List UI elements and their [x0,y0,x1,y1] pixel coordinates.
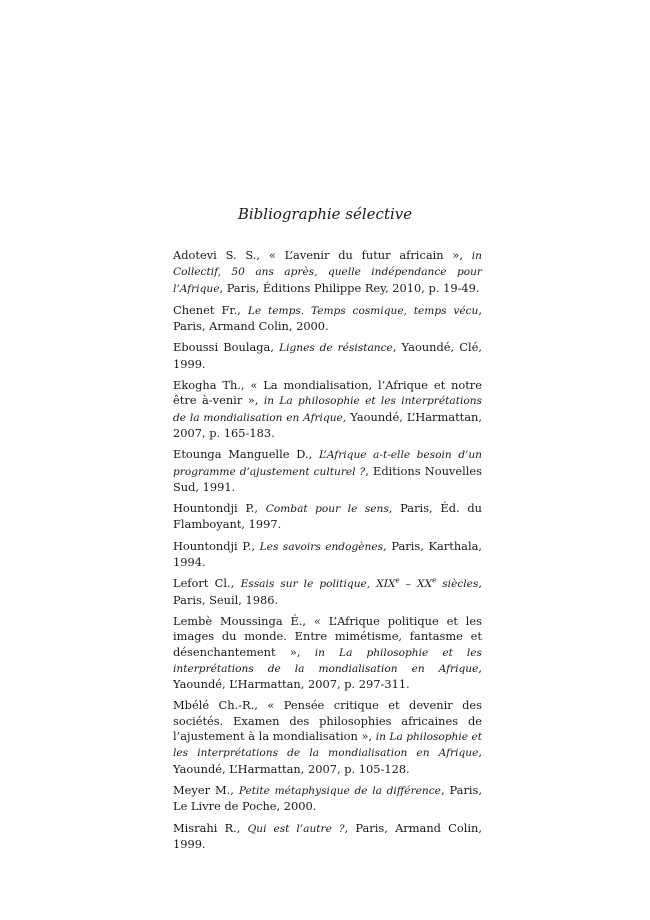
superscript: e [395,576,400,585]
entry-publication: , Editions Nouvelles Sud, 1991. [173,463,482,494]
entry-title: Les savoirs endogènes [259,540,384,553]
entry-author: Eboussi Boulaga, [173,340,280,355]
bibliography-entry [173,501,482,533]
entry-title: Qui est l’autre ? [247,822,345,835]
entry-title-part: siècles [436,578,479,591]
entry-author: Ekogha Th., « La mondialisation, l’Afrique et notre être à-venir », [173,378,482,408]
entry-publication: , Paris, Armand Colin, 2000. [173,302,482,334]
entry-author: Lefort Cl., [173,576,241,591]
entry-author: Hountondji P., [173,501,266,516]
entry-publication: , Paris, Éditions Philippe Rey, 2010, p. 19-49. [219,280,480,295]
entry-author: Chenet Fr., [173,302,248,317]
entry-publication: , Paris, Karthala, 1994. [173,538,482,570]
entry-publication: , Paris, Armand Colin, 1999. [173,820,482,851]
entry-author: Adotevi S. S., « L’avenir du futur africain », [173,248,472,262]
entry-title: in La philosophie et les interprétations de la mondialisation en Afrique [173,731,482,760]
entry-title: in La philosophie et les interprétations de la mondialisation en Afrique [173,646,482,675]
bibliography-entry [173,447,482,495]
bibliography-entry [173,303,482,335]
entry-title: Petite métaphysique de la différence [238,784,441,797]
entry-author: Etounga Manguelle D., [173,447,319,462]
entry-title: Lignes de résistance [279,342,393,355]
entry-title: L’Afrique a-t-elle besoin d’un programme d’ajustement culturel ? [173,449,482,478]
entry-author: Hountondji P., [173,538,260,553]
entry-title: in Collectif, 50 ans après, quelle indépendance pour l’Afrique [173,250,482,295]
entry-publication: Yaoundé, L’Harmattan, 2007, p. 165-183. [173,409,482,440]
bibliography-entry [173,576,482,608]
bibliography-entry [173,340,482,372]
entry-author: Meyer M., [173,782,239,797]
bibliography-entry [173,614,482,692]
entry-title: in La philosophie et les interprétations de la mondialisation en Afrique, [173,395,482,424]
entry-title-part: Essais sur le politique, XIX [240,578,396,591]
bibliography-entry [173,821,482,853]
entry-publication: , Paris, Le Livre de Poche, 2000. [173,782,483,814]
entry-author: Mbélé Ch.-R., « Pensée critique et devenir des sociétés. Examen des philosophies africaines de l’ajustement à la mondialisation », [173,698,482,744]
entry-publication: , Paris, Éd. du Flamboyant, 1997. [173,501,482,532]
bibliography-entry [173,783,482,815]
bibliography-list [173,248,482,858]
bibliography-entry [173,248,482,297]
bibliography-entry [173,539,482,571]
entry-publication: , Yaoundé, L’Harmattan, 2007, p. 105-128. [173,745,482,776]
entry-author: Lembè Moussinga É., « L’Afrique politique et les images du monde. Entre mimétisme, fantasme et désenchantement », [173,613,482,659]
entry-title-part: – XX [399,578,433,591]
page-title: Bibliographie sélective [237,205,413,223]
entry-publication: , Yaoundé, L’Harmattan, 2007, p. 297-311. [173,660,482,692]
bibliography-entry [173,378,482,441]
entry-title: Combat pour le sens [265,503,389,516]
entry-publication: , Paris, Seuil, 1986. [173,576,482,607]
entry-title [241,578,479,590]
entry-title: Le temps. Temps cosmique, temps vécu [247,304,479,317]
superscript: e [432,576,437,585]
bibliography-entry [173,698,482,776]
entry-publication: , Yaoundé, Clé, 1999. [173,340,482,371]
entry-author: Misrahi R., [173,820,248,835]
